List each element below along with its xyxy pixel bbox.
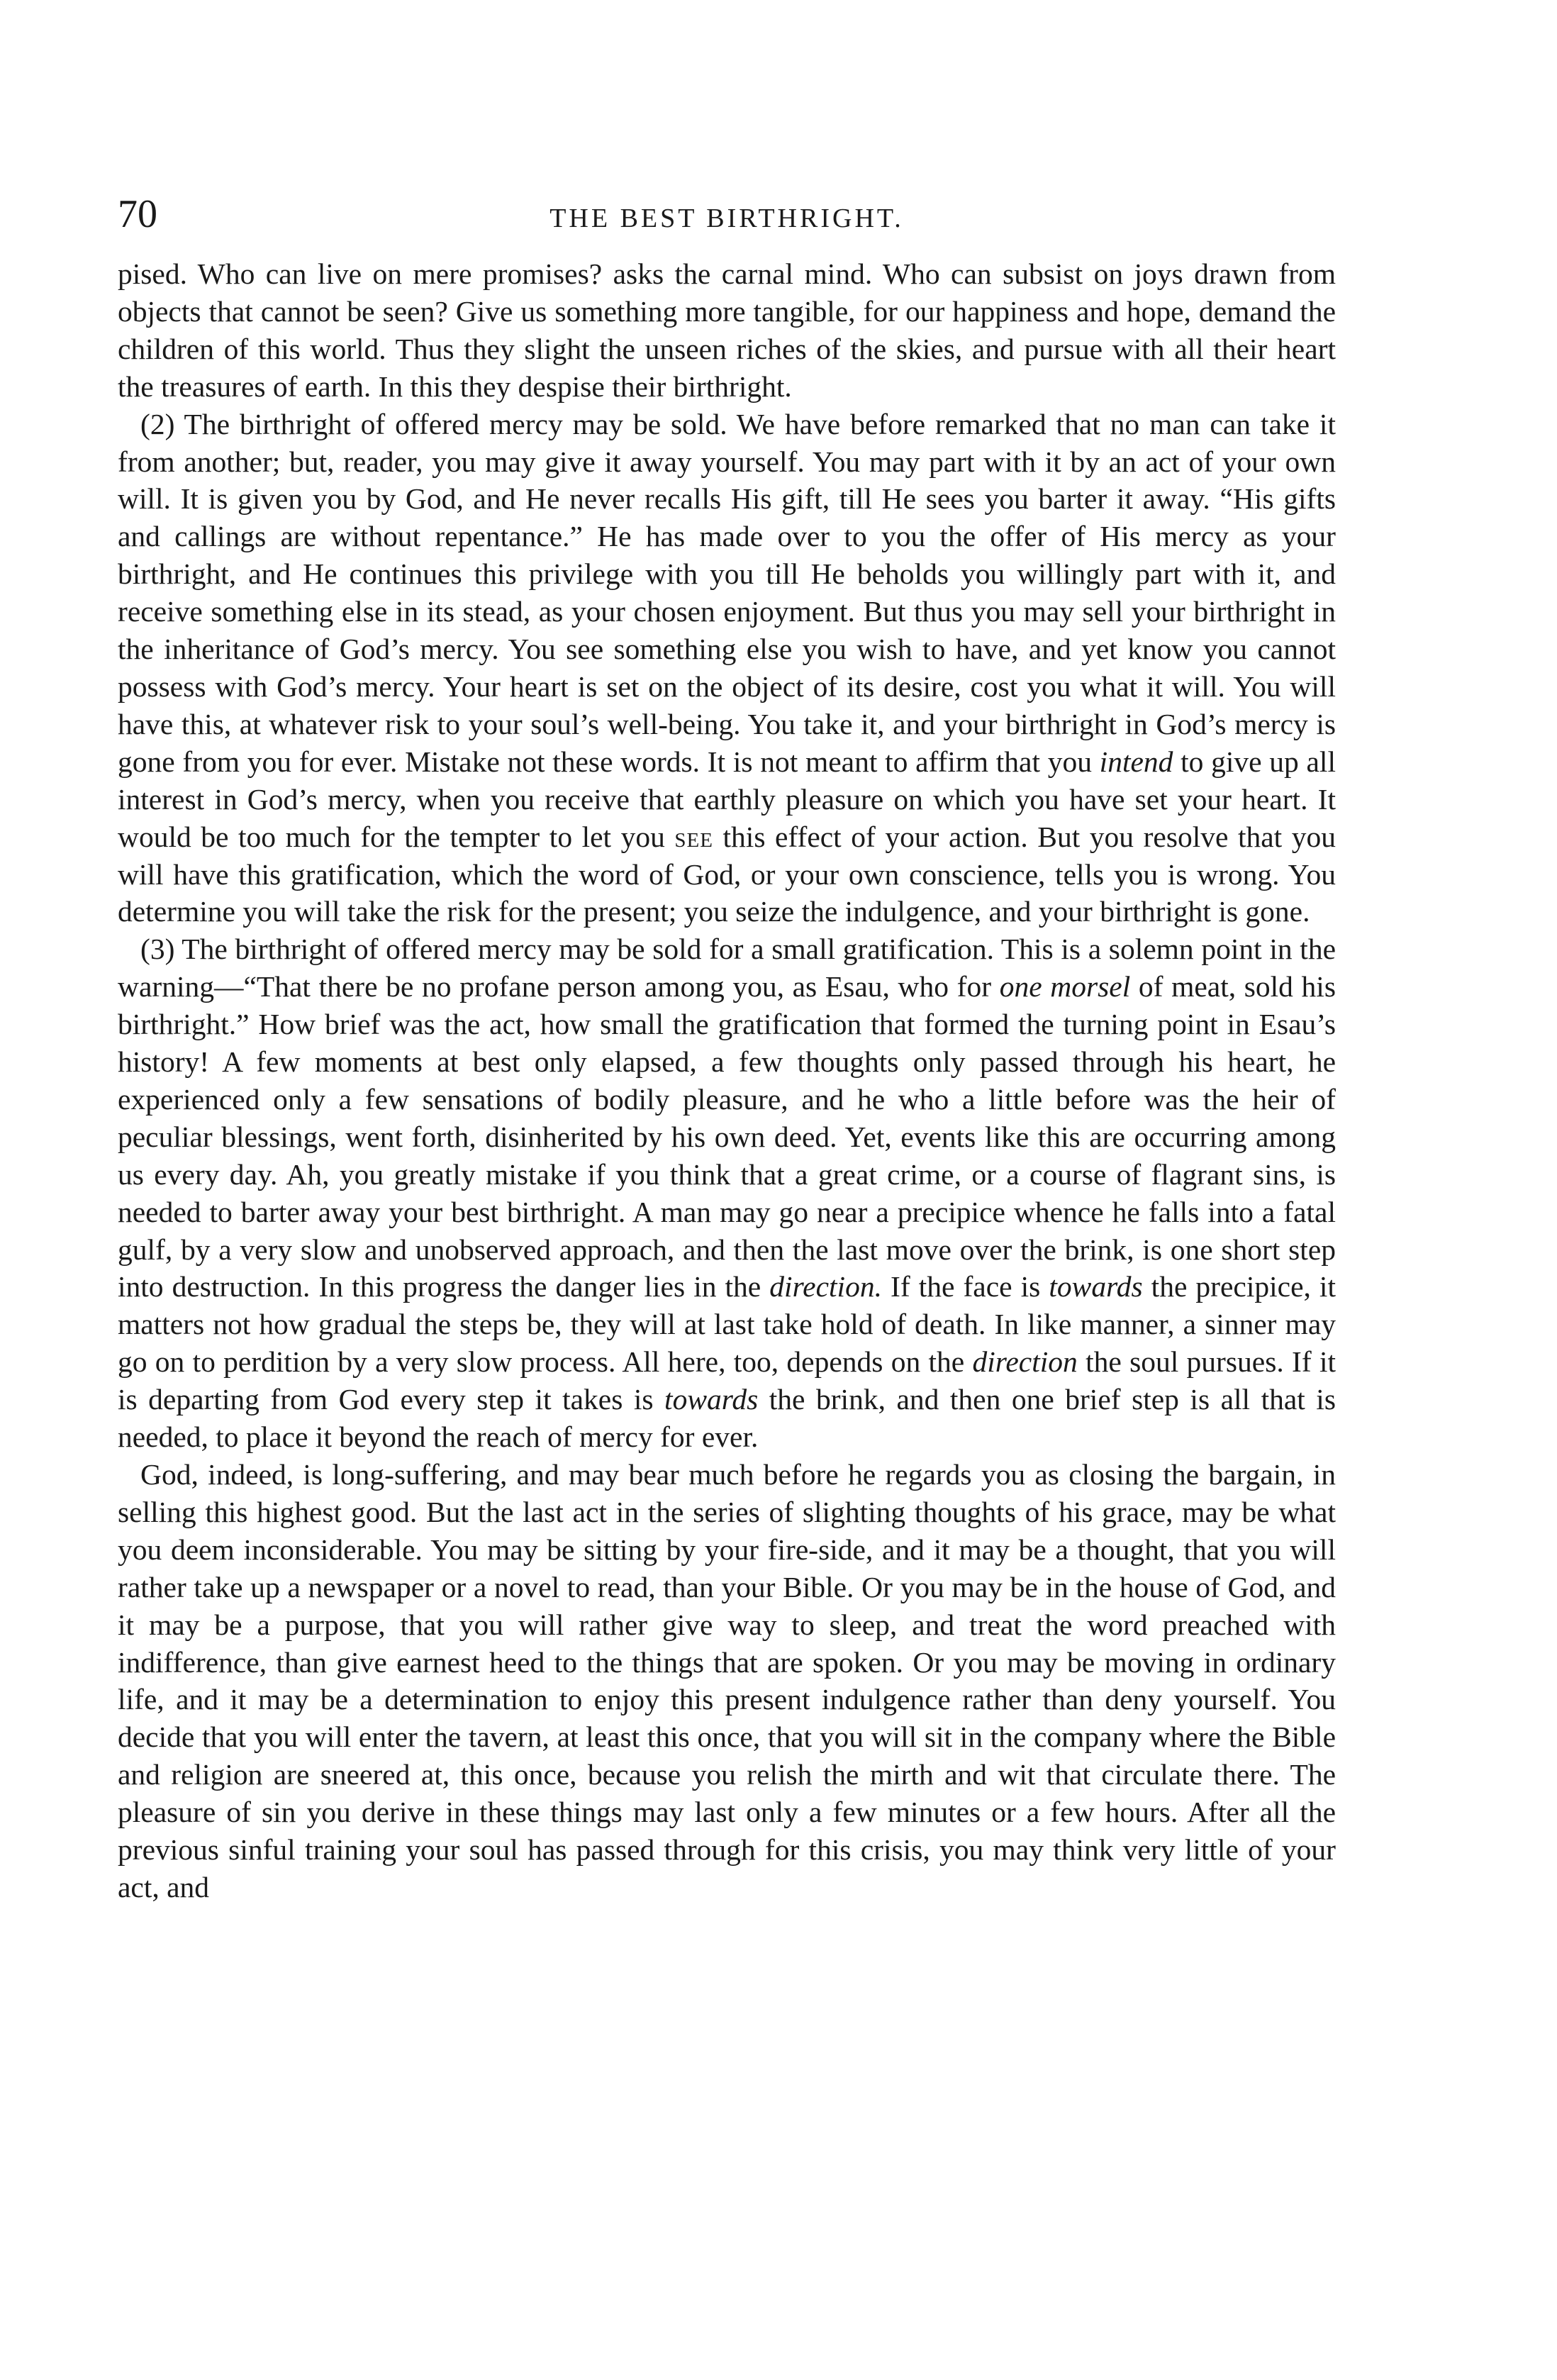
paragraph (118, 1456, 1336, 1906)
italic-text: direction. (769, 1270, 882, 1303)
small-caps-text: see (674, 820, 713, 853)
paragraph-text: pised. Who can live on mere promises? asks the carnal mind. Who can subsist on joys drawn from objects that cannot be seen? Give us something more tangible, for our happiness and hope, demand the children of this world. Thus they slight the unseen riches of the skies, and pursue with all their heart the treasures of earth. In this they despise their birthright. (118, 257, 1336, 403)
paragraph-text: the soul pursues. If it is departing from God every step it takes is (118, 1345, 1336, 1416)
italic-text: direction (972, 1345, 1078, 1379)
paragraph-text: (2) The birthright of offered mercy may be sold. We have before remarked that no man can take it from another; but, reader, you may give it away yourself. You may part with it by an act of your own will. It is given you by God, and He never recalls His gift, till He sees you barter it away. “His gifts and callings are without repentance.” He has made over to you the offer of His mercy as your birthright, and He continues this privilege with you till He beholds you willingly part with it, and receive something else in its stead, as your chosen enjoyment. But thus you may sell your birthright in the inheritance of God’s mercy. You see something else you wish to have, and yet know you cannot possess with God’s mercy. Your heart is set on the object of its desire, cost you what it will. You will have this, at whatever risk to your soul’s well-being. You take it, and your birthright in God’s mercy is gone from you for ever. Mistake not these words. It is not meant to affirm that you (118, 407, 1336, 778)
paragraph-text: If the face is (881, 1270, 1049, 1303)
italic-text: one morsel (999, 970, 1131, 1003)
paragraph (118, 255, 1336, 406)
page-header (118, 191, 1336, 255)
italic-text: towards (664, 1383, 759, 1416)
paragraph (118, 930, 1336, 1456)
paragraph-text: to give up all interest in God’s mercy, when you receive that earthly pleasure on which you have set your heart. It would be too much for the tempter to let you (118, 745, 1336, 853)
paragraph-text: (3) The birthright of offered mercy may be sold for a small gratification. This is a solemn point in the warning—“That there be no profane person among you, as Esau, who for (118, 933, 1336, 1003)
page-number: 70 (118, 192, 157, 236)
book-page (118, 191, 1336, 1906)
paragraph-text: the precipice, it matters not how gradual the steps be, they will at last take hold of death. In like manner, a sinner may go on to perdition by a very slow process. All here, too, depends on the (118, 1270, 1336, 1379)
running-title: THE BEST BIRTHRIGHT. (549, 204, 904, 233)
paragraph-text: of meat, sold his birthright.” How brief was the act, how small the gratification that formed the turning point in Esau’s history! A few moments at best only elapsed, a few thoughts only passed through his heart, he experienced only a few sensations of bodily pleasure, and he who a little before was the heir of peculiar blessings, went forth, disinherited by his own deed. Yet, events like this are occurring among us every day. Ah, you greatly mistake if you think that a great crime, or a course of flagrant sins, is needed to barter away your best birthright. A man may go near a precipice whence he falls into a fatal gulf, by a very slow and unobserved approach, and then the last move over the brink, is one short step into destruction. In this progress the danger lies in the (118, 970, 1336, 1303)
paragraph (118, 406, 1336, 931)
paragraph-text: this effect of your action. But you resolve that you will have this gratification, which the word of God, or your own conscience, tells you is wrong. You determine you will take the risk for the present; you seize the indulgence, and your birthright is gone. (118, 820, 1336, 928)
paragraph-text: God, indeed, is long-suffering, and may bear much before he regards you as closing the bargain, in selling this highest good. But the last act in the series of slighting thoughts of his grace, may be what you deem inconsiderable. You may be sitting by your fire-side, and it may be a thought, that you will rather take up a newspaper or a novel to read, than your Bible. Or you may be in the house of God, and it may be a purpose, that you will rather give way to sleep, and treat the word preached with indifference, than give earnest heed to the things that are spoken. Or you may be moving in ordinary life, and it may be a determination to enjoy this present indulgence rather than deny yourself. You decide that you will enter the tavern, at least this once, that you will sit in the company where the Bible and religion are sneered at, this once, because you relish the mirth and wit that circulate there. The pleasure of sin you derive in these things may last only a few minutes or a few hours. After all the previous sinful training your soul has passed through for this crisis, you may think very little of your act, and (118, 1458, 1336, 1903)
italic-text: intend (1099, 745, 1173, 778)
paragraph-text: the brink, and then one brief step is all that is needed, to place it beyond the reach of mercy for ever. (118, 1383, 1336, 1454)
italic-text: towards (1049, 1270, 1143, 1303)
body-text (118, 255, 1336, 1906)
